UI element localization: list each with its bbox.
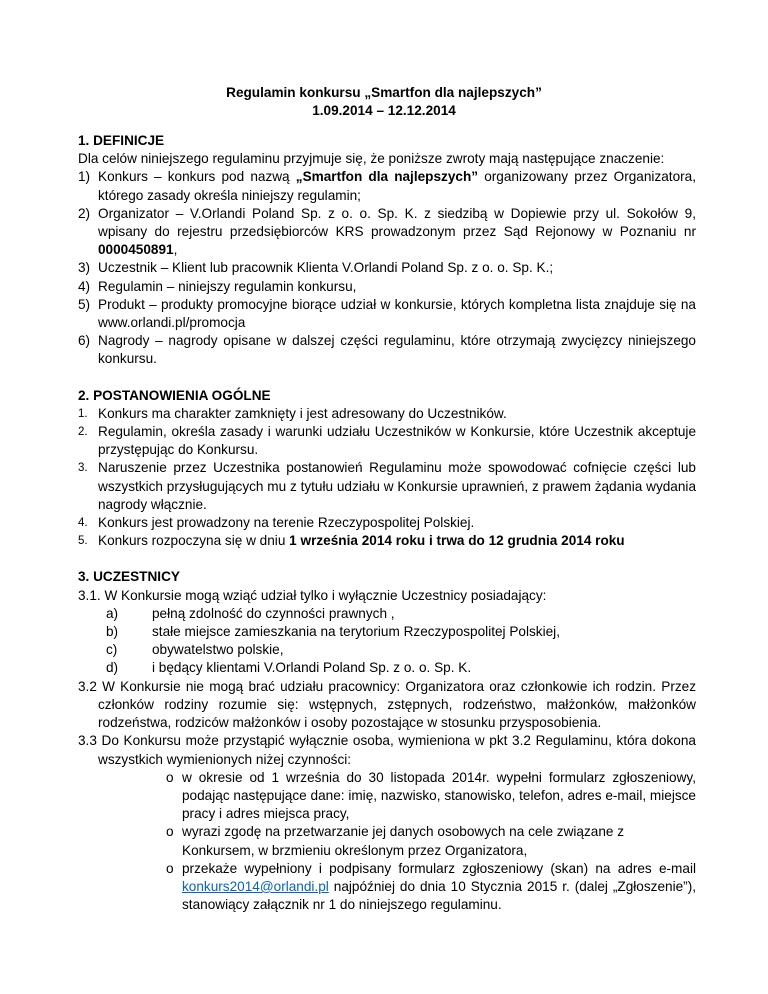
list-number: 2.: [78, 426, 88, 439]
bullet-marker: o: [166, 860, 174, 876]
list-item: [78, 423, 696, 459]
list-item-text: Naruszenie przez Uczestnika postanowień Regulaminu może spowodować cofnięcie części lub wszystkich przysługujących mu z tytułu udziału w Konkursie uprawnień, z prawem żądania wydania nagrody włącznie.: [98, 460, 696, 512]
text-run: Konkurs – konkurs pod nazwą: [98, 169, 296, 185]
list-item-text: i będący klientami V.Orlandi Poland Sp. z o. o. Sp. K.: [152, 660, 472, 676]
list-item-text: Konkurs ma charakter zamknięty i jest adresowany do Uczestników.: [98, 405, 507, 421]
list-number: 5.: [78, 535, 88, 548]
spacer: [78, 369, 696, 387]
bold-text: „Smartfon dla najlepszych”: [295, 169, 479, 185]
list-number: 2): [78, 205, 91, 221]
bullet-marker: o: [166, 824, 174, 840]
list-item: [166, 823, 696, 859]
text-run: Konkurs rozpoczyna się w dniu: [98, 533, 290, 549]
section-heading: 1. DEFINICJE: [78, 133, 165, 148]
list-number: 6): [78, 333, 91, 349]
requirements-list: [78, 605, 696, 678]
list-letter: c): [106, 642, 118, 658]
list-number: 4.: [78, 517, 88, 530]
paragraph: Dla celów niniejszego regulaminu przyjmuje się, że poniższe zwroty mają następujące znaczenie:: [78, 151, 665, 167]
list-item: [78, 205, 696, 260]
list-item-text: Nagrody – nagrody opisane w dalszej części regulaminu, które otrzymają zwycięzcy niniejszego konkursu.: [98, 333, 696, 367]
list-item: [166, 860, 696, 915]
list-number: 1): [78, 169, 91, 185]
list-letter: b): [106, 624, 119, 640]
text-run: Organizator – V.Orlandi Poland Sp. z o. o. Sp. K. z siedzibą w Dopiewie przy ul. Sokołów 9, wpisany do rejestru przedsiębiorców KRS prowadzonym przez Sąd Rejonowy w Poznaniu nr: [98, 205, 696, 240]
list-item-text: Regulamin – niniejszy regulamin konkursu,: [98, 278, 357, 294]
list-item-text: Konkurs jest prowadzony na terenie Rzeczypospolitej Polskiej.: [98, 515, 475, 531]
bold-text: 1 września 2014 roku i trwa do 12 grudnia 2014 roku: [289, 533, 625, 549]
list-number: 3): [78, 260, 91, 276]
text-run: organizowany przez Organizatora, którego zasady określa niniejszy regulamin;: [98, 169, 697, 203]
list-letter: a): [106, 605, 119, 621]
list-item: [78, 259, 696, 277]
list-item: [78, 514, 696, 532]
email-link[interactable]: konkurs2014@orlandi.pl: [182, 878, 329, 894]
paragraph: 3.1. W Konkursie mogą wziąć udział tylko i wyłącznie Uczestnicy posiadający:: [78, 587, 547, 603]
list-item-text: w okresie od 1 września do 30 listopada 2014r. wypełni formularz zgłoszeniowy, podając następujące dane: imię, nazwisko, stanowisko, telefon, adres e-mail, miejsce pracy i adres miejsca pracy,: [182, 769, 696, 822]
list-number: 1.: [78, 407, 88, 420]
list-item: [78, 532, 696, 550]
list-number: 5): [78, 296, 91, 312]
list-number: 4): [78, 278, 91, 294]
list-item: [78, 659, 696, 677]
list-item-text: pełną zdolność do czynności prawnych ,: [152, 605, 395, 621]
list-item-text: [182, 860, 696, 915]
list-item: [78, 623, 696, 641]
list-item-text: Regulamin, określa zasady i warunki udziału Uczestników w Konkursie, które Uczestnik akceptuje przystępując do Konkursu.: [98, 424, 696, 458]
text-run: przekaże wypełniony i podpisany formularz zgłoszeniowy (skan) na adres e-mail: [182, 860, 696, 876]
title-dates: 1.09.2014 – 12.12.2014: [312, 103, 456, 119]
text-run: ,: [173, 242, 178, 258]
paragraph: 3.3 Do Konkursu może przystąpić wyłącznie osoba, wymieniona w pkt 3.2 Regulaminu, która dokona wszystkich wymienionych niżej czynności:: [78, 733, 696, 767]
list-item-text: [98, 168, 696, 204]
section-heading: 3. UCZESTNICY: [78, 569, 180, 585]
spacer: [78, 550, 696, 568]
list-item: [78, 278, 696, 296]
list-item: [78, 405, 696, 423]
bullet-marker: o: [166, 769, 174, 785]
list-item: [78, 605, 696, 623]
list-item: [78, 332, 696, 368]
list-item-text: obywatelstwo polskie,: [152, 642, 284, 658]
list-item: [78, 168, 696, 204]
paragraph: 3.2 W Konkursie nie mogą brać udziału pracownicy: Organizatora oraz członkowie ich rodzin. Przez członków rodziny rozumie się: wstępnych, zstępnych, rodzeństwo, małżonków, małżonków rodzeństwa, rodziców małżonków i osoby pozostające w stosunku przysposobienia.: [78, 678, 696, 731]
list-item: [78, 296, 696, 332]
bold-text: 0000450891: [98, 242, 174, 258]
list-letter: d): [106, 660, 119, 676]
list-item: [166, 769, 696, 824]
title-line: Regulamin konkursu „Smartfon dla najlepszych”: [226, 85, 542, 100]
list-item-text: wyrazi zgodę na przetwarzanie jej danych osobowych na cele związane z Konkursem, w brzmieniu określonym przez Organizatora,: [182, 824, 625, 858]
document-title: [0, 84, 768, 121]
text-run: najpóźniej do dnia 10 Stycznia 2015 r. (dalej „Zgłoszenie”), stanowiący załącznik nr 1 do niniejszego regulaminu.: [182, 878, 696, 913]
list-item-text: Produkt – produkty promocyjne biorące udział w konkursie, których kompletna lista znajduje się na www.orlandi.pl/promocja: [98, 296, 696, 331]
steps-list: [78, 769, 696, 915]
list-item: [78, 641, 696, 659]
list-item-text: Uczestnik – Klient lub pracownik Klienta V.Orlandi Poland Sp. z o. o. Sp. K.;: [98, 260, 554, 276]
general-provisions-list: [78, 405, 696, 551]
list-item: [78, 459, 696, 514]
definitions-list: [78, 168, 696, 368]
list-item-text: [98, 532, 696, 550]
list-number: 3.: [78, 462, 88, 475]
list-item-text: stałe miejsce zamieszkania na terytorium Rzeczypospolitej Polskiej,: [152, 624, 560, 640]
section-heading: 2. POSTANOWIENIA OGÓLNE: [78, 387, 271, 403]
document-body: [78, 132, 696, 914]
list-item-text: [98, 205, 696, 260]
